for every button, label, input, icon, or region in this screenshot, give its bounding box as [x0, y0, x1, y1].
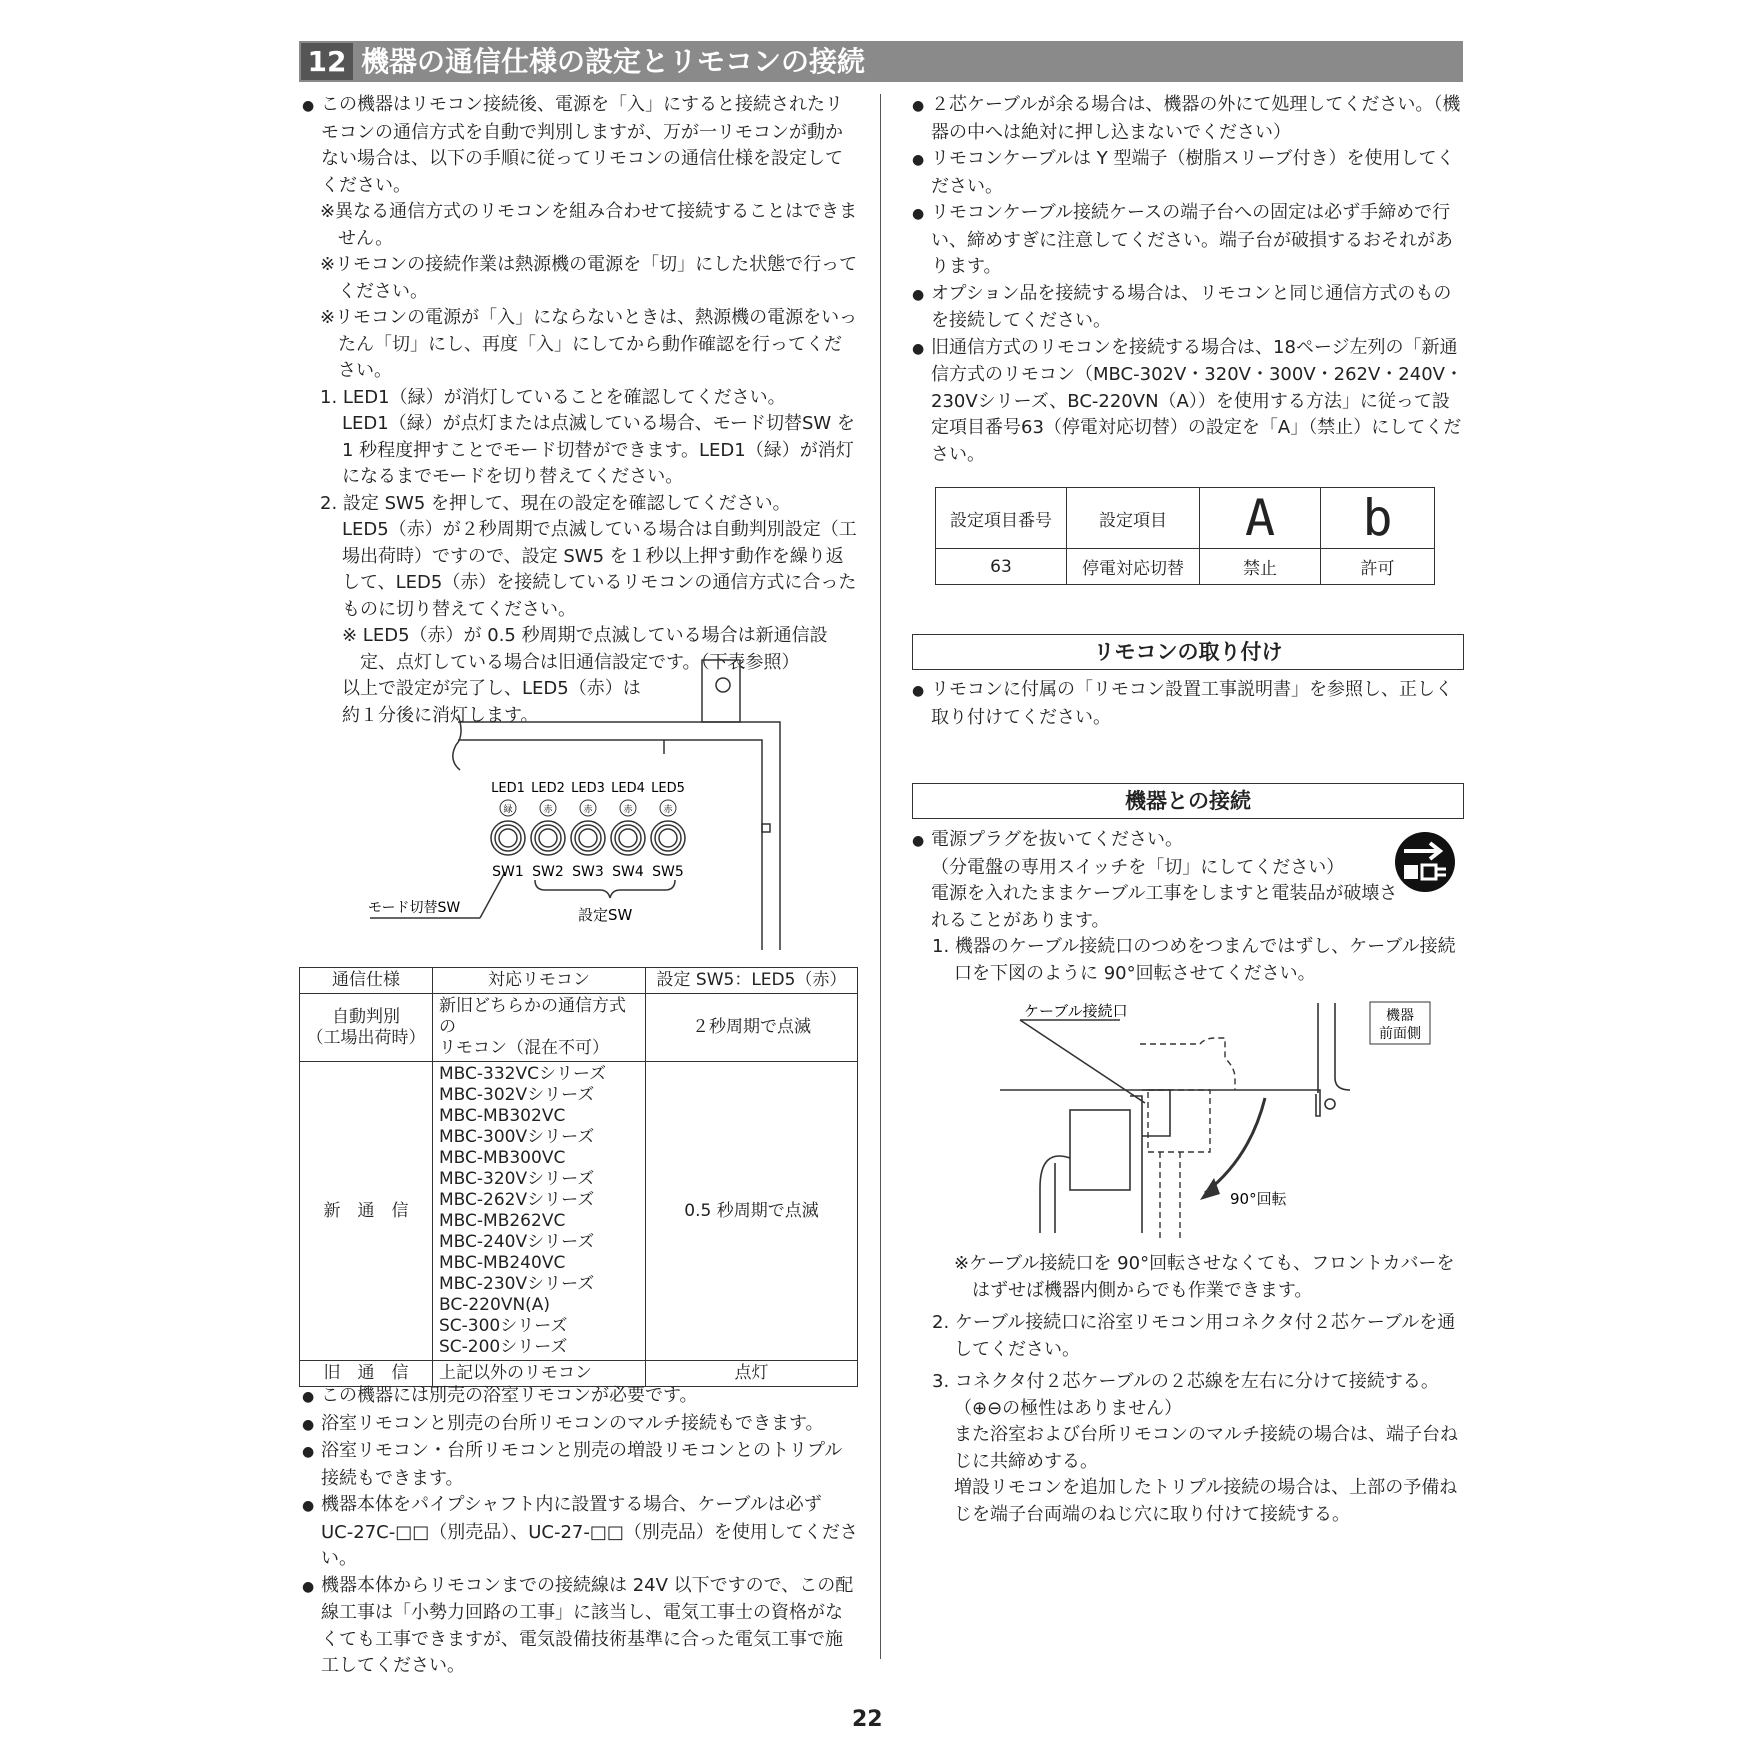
remote-install-heading: リモコンの取り付け [912, 634, 1464, 670]
note-3: ※リモコンの電源が「入」にならないときは、熱源機の電源をいったん「切」にし、再度「入」にしてから動作確認を行ってください。 [320, 307, 858, 381]
led-label: LED4 [611, 781, 645, 796]
switch-label: SW4 [612, 864, 644, 880]
switch-button [499, 829, 517, 847]
switch-label: SW1 [492, 864, 524, 880]
led-color-label: 赤 [623, 805, 633, 815]
bullet-1: ● この機器には別売の浴室リモコンが必要です。 [302, 1383, 858, 1411]
segment-display-a: A [1200, 488, 1321, 549]
table-cell-spec: 自動判別 （工場出荷時） [300, 994, 433, 1062]
remote-install-text: ● リモコンに付属の「リモコン設置工事説明書」を参照し、正しく取り付けてください。 [912, 677, 1464, 731]
switch-button [619, 829, 637, 847]
switch-label: SW5 [652, 864, 684, 880]
led-color-label: 赤 [583, 805, 593, 815]
connection-steps [912, 1251, 1464, 1528]
led-label: LED1 [491, 781, 525, 796]
setting-cell-prohibit: 禁止 [1200, 549, 1321, 585]
step-2-detail: LED5（赤）が２秒周期で点滅している場合は自動判別設定（工場出荷時）ですので、設定 SW5 を１秒以上押す動作を繰り返して、LED5（赤）を接続しているリモコンの通信方式に合ったものに切り替えてください。 [342, 519, 857, 620]
led-color-label: 赤 [543, 805, 553, 815]
bracket-hole [716, 678, 730, 692]
right-top-bullets [912, 92, 1464, 468]
setting-table-header-row [936, 488, 1435, 549]
setting-header-number: 設定項目番号 [936, 488, 1067, 549]
rotation-note: ※ケーブル接続口を 90°回転させなくても、フロントカバーをはずせば機器内側からでも作業できます。 [954, 1253, 1455, 1301]
board-tab [762, 824, 770, 832]
front-panel-curve [1335, 1003, 1350, 1090]
led-color-label: 赤 [663, 805, 673, 815]
left-intro-block [302, 92, 858, 729]
connection-step-3-multi: また浴室および台所リモコンのマルチ接続の場合は、端子台ねじに共締めする。 [954, 1424, 1458, 1472]
port-flange [1130, 1096, 1142, 1233]
right-bullet-3: ● リモコンケーブル接続ケースの端子台への固定は必ず手締めで行い、締めすぎに注意してください。端子台が破損するおそれがあります。 [912, 200, 1464, 281]
front-label-2: 前面側 [1379, 1026, 1421, 1042]
connection-step-2: 2. ケーブル接続口に浴室リモコン用コネクタ付２芯ケーブルを通してください。 [932, 1312, 1456, 1360]
right-bullet-1: ● ２芯ケーブルが余る場合は、機器の外にて処理してください。（機器の中へは絶対に押し込まないでください） [912, 92, 1464, 146]
connection-block [912, 827, 1464, 987]
switch-button [651, 821, 685, 855]
note-2: ※リモコンの接続作業は熱源機の電源を「切」にした状態で行ってください。 [320, 254, 858, 302]
set-sw-brace [535, 880, 675, 898]
section-number: 12 [301, 43, 353, 80]
switch-button [611, 821, 645, 855]
bullet-3: ● 浴室リモコン・台所リモコンと別売の増設リモコンとのトリプル接続もできます。 [302, 1438, 858, 1492]
table-cell-remote: MBC-332VCシリーズ MBC-302Vシリーズ MBC-MB302VC MBC-300Vシリーズ MBC-MB300VC MBC-320Vシリーズ MBC-262Vシリーズ MBC-MB262VC MBC-240Vシリーズ MBC-MB240VC MBC-230Vシリーズ BC-220VN(A) SC-300シリーズ SC-200シリーズ [433, 1062, 646, 1361]
cable-pipe [1040, 1156, 1070, 1233]
rotated-port-outline [1140, 1038, 1235, 1090]
switch-button [571, 821, 605, 855]
damage-warning-text: 電源を入れたままケーブル工事をしますと電装品が破壊されることがあります。 [931, 883, 1398, 931]
switch-label: SW3 [572, 864, 604, 880]
step-2: 2. 設定 SW5 を押して、現在の設定を確認してください。 [320, 492, 791, 514]
rotated-cable-path [1160, 1152, 1180, 1238]
setting-table [935, 487, 1435, 585]
connection-step-3: 3. コネクタ付２芯ケーブルの２芯線を左右に分けて接続する。（⊕⊖の極性はありません） [932, 1371, 1439, 1419]
led-switch-diagram [340, 650, 820, 960]
switch-button [491, 821, 525, 855]
comm-spec-table [299, 967, 858, 1387]
switch-button [531, 821, 565, 855]
bullet-2: ● 浴室リモコンと別売の台所リモコンのマルチ接続もできます。 [302, 1411, 858, 1439]
setting-header-item: 設定項目 [1067, 488, 1200, 549]
bullet-4: ● 機器本体をパイプシャフト内に設置する場合、ケーブルは必ず UC-27C-□□（別売品）、UC-27-□□（別売品）を使用してください。 [302, 1492, 858, 1573]
port-mount [1142, 1090, 1170, 1136]
front-bracket [1300, 1090, 1320, 1116]
table-header-row [300, 968, 858, 994]
section-header [299, 41, 1463, 82]
breaker-text: （分電盤の専用スイッチを「切」にしてください） [931, 856, 1345, 878]
right-bullet-5: ● 旧通信方式のリモコンを接続する場合は、18ページ左列の「新通信方式のリモコン（MBC-302V・320V・300V・262V・240V・230Vシリーズ、BC-220VN（A））を使用する方法」に従って設定項目番号63（停電対応切替）の設定を「A」（禁止）にしてください。 [912, 335, 1464, 469]
table-cell-setting: ２秒周期で点滅 [646, 994, 858, 1062]
screw-head [1325, 1099, 1335, 1109]
led-label: LED5 [651, 781, 685, 796]
right-bullet-2: ● リモコンケーブルは Y 型端子（樹脂スリーブ付き）を使用してください。 [912, 146, 1464, 200]
table-header: 通信仕様 [300, 968, 433, 994]
setting-cell-item: 停電対応切替 [1067, 549, 1200, 585]
cable-port-label: ケーブル接続口 [1024, 1002, 1128, 1020]
switch-button [579, 829, 597, 847]
table-header: 設定 SW5：LED5（赤） [646, 968, 858, 994]
connection-step-3-triple: 増設リモコンを追加したトリプル接続の場合は、上部の予備ねじを端子台両端のねじ穴に取り付けて接続する。 [954, 1477, 1458, 1525]
segment-display-b: b [1321, 488, 1435, 549]
switch-button [659, 829, 677, 847]
table-cell-spec: 新 通 信 [300, 1062, 433, 1361]
step-1-detail: LED1（緑）が点灯または点滅している場合、モード切替SW を1 秒程度押すことでモード切替ができます。LED1（緑）が消灯になるまでモードを切り替えてください。 [342, 413, 855, 487]
led-color-label: 緑 [503, 805, 513, 815]
done-line-2: 約１分後に消灯します。 [342, 704, 539, 726]
led-label: LED2 [531, 781, 565, 796]
setting-cell-number: 63 [936, 549, 1067, 585]
unplug-text: ● 電源プラグを抜いてください。 [912, 827, 1464, 855]
cable-port-body [1070, 1110, 1130, 1190]
step-2-note: ※ LED5（赤）が 0.5 秒周期で点滅している場合は新通信設定、点灯している場合は旧通信設定です。（下表参照） [342, 625, 828, 673]
table-cell-spec: 旧 通 信 [300, 1361, 433, 1387]
right-bullet-4: ● オプション品を接続する場合は、リモコンと同じ通信方式のものを接続してください。 [912, 281, 1464, 335]
table-cell-remote: 新旧どちらかの通信方式の リモコン（混在不可） [433, 994, 646, 1062]
remote-install-block [912, 677, 1464, 731]
cable-port-diagram [1000, 998, 1440, 1238]
table-cell-setting: 点灯 [646, 1361, 858, 1387]
connection-heading: 機器との接続 [912, 783, 1464, 819]
table-header: 対応リモコン [433, 968, 646, 994]
table-row [300, 1062, 858, 1361]
intro-text: ● この機器はリモコン接続後、電源を「入」にすると接続されたリモコンの通信方式を自動で判別しますが、万が一リモコンが動かない場合は、以下の手順に従ってリモコンの通信仕様を設定してください。 [302, 92, 858, 199]
table-cell-remote: 上記以外のリモコン [433, 1361, 646, 1387]
rotate-label: 90°回転 [1230, 1190, 1287, 1208]
left-bottom-bullets [302, 1383, 858, 1680]
led-group [491, 781, 685, 880]
front-label-1: 機器 [1386, 1008, 1414, 1024]
note-1: ※異なる通信方式のリモコンを組み合わせて接続することはできません。 [320, 201, 858, 249]
done-line-1: 以上で設定が完了し、LED5（赤）は [342, 678, 641, 699]
set-sw-label: 設定SW [578, 906, 633, 924]
step-1: 1. LED1（緑）が消灯していることを確認してください。 [320, 386, 786, 408]
switch-label: SW2 [532, 864, 564, 880]
section-title: 機器の通信仕様の設定とリモコンの接続 [361, 45, 866, 78]
led-label: LED3 [571, 781, 605, 796]
page-number: 22 [852, 1707, 883, 1732]
switch-button [539, 829, 557, 847]
board-break-mark [453, 715, 461, 770]
mode-sw-label: モード切替SW [368, 900, 461, 916]
column-divider [880, 94, 881, 1659]
connection-step-1: 1. 機器のケーブル接続口のつめをつまんではずし、ケーブル接続口を下図のように 90°回転させてください。 [932, 936, 1456, 984]
table-row [300, 994, 858, 1062]
setting-table-row [936, 549, 1435, 585]
setting-cell-allow: 許可 [1321, 549, 1435, 585]
unplug-icon [1394, 831, 1456, 893]
bullet-5: ● 機器本体からリモコンまでの接続線は 24V 以下ですので、この配線工事は「小勢力回路の工事」に該当し、電気工事士の資格がなくても工事できますが、電気設備技術基準に合った電気工事で施工してください。 [302, 1573, 858, 1680]
rotated-port-body [1148, 1090, 1210, 1152]
table-cell-setting: 0.5 秒周期で点滅 [646, 1062, 858, 1361]
